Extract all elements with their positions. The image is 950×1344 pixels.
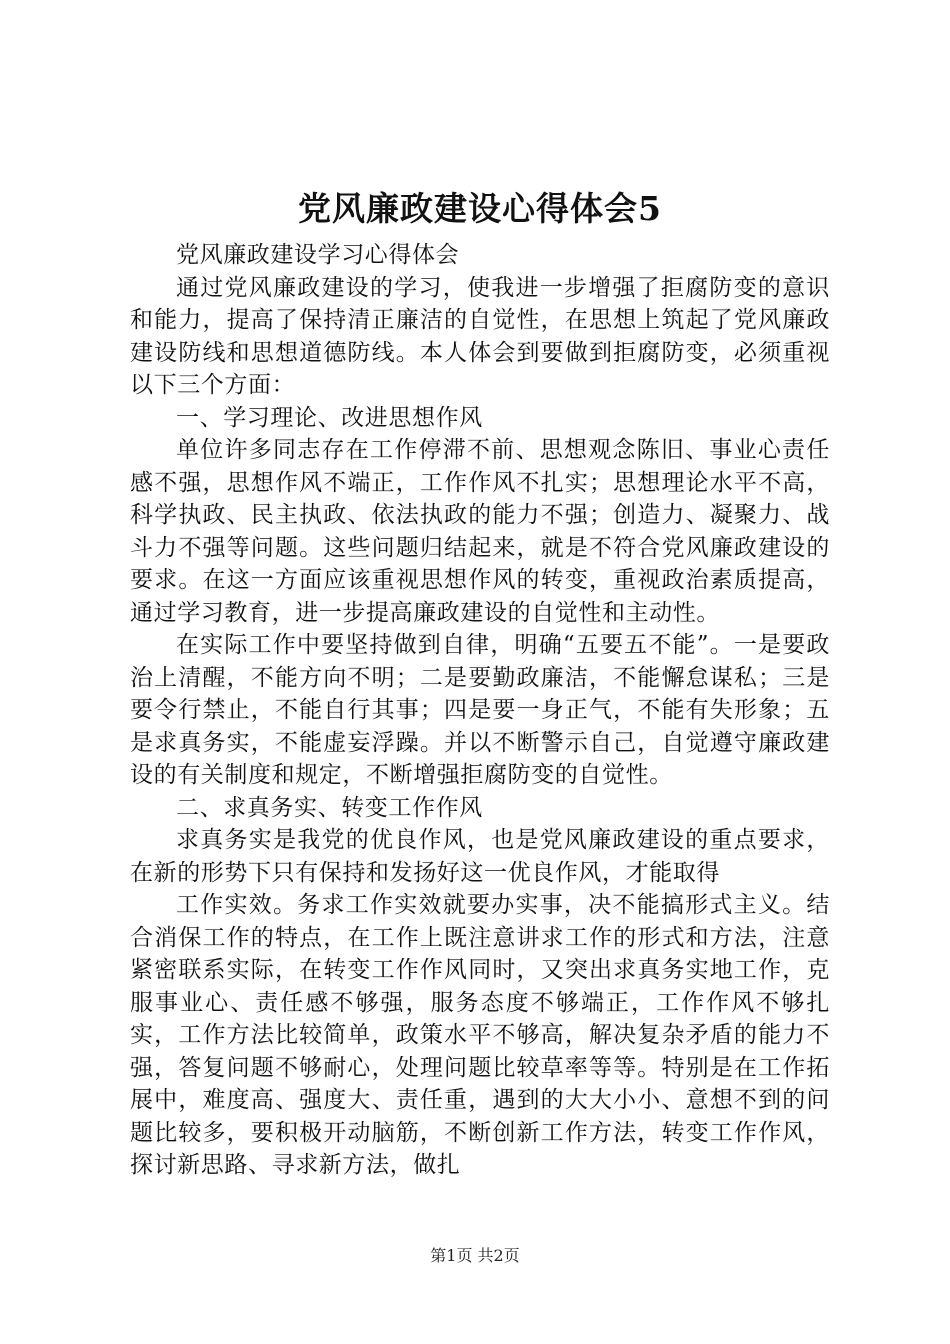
page-footer	[0, 1246, 950, 1266]
section-2-paragraph-2: 工作实效。务求工作实效就要办实事，决不能搞形式主义。结合消保工作的特点，在工作上既注意讲求工作的形式和方法，注意紧密联系实际，在转变工作作风同时，又突出求真务实地工作，克服事业心、责任感不够强，服务态度不够端正，工作作风不够扎实，工作方法比较简单，政策水平不够高，解决复杂矛盾的能力不强，答复问题不够耐心，处理问题比较草率等等。特别是在工作拓展中，难度高、强度大、责任重，遇到的大大小小、意想不到的问题比较多，要积极开动脑筋，不断创新工作方法，转变工作作风，探讨新思路、寻求新方法，做扎	[130, 892, 830, 1178]
document-body	[130, 185, 830, 1182]
section-2-heading: 二、求真务实、转变工作作风	[176, 794, 483, 821]
page-number-label: 第1页 共2页	[430, 1246, 520, 1265]
section-1-paragraph-2: 在实际工作中要坚持做到自律，明确“五要五不能”。一是要政治上清醒，不能方向不明；二是要勤政廉洁，不能懈怠谋私；三是要令行禁止，不能自行其事；四是要一身正气，不能有失形象；五是求真务实，不能虚妄浮躁。并以不断警示自己，自觉遵守廉政建设的有关制度和规定，不断增强拒腐防变的自觉性。	[130, 632, 830, 788]
section-2-paragraph-1: 求真务实是我党的优良作风，也是党风廉政建设的重点要求，在新的形势下只有保持和发扬好这一优良作风，才能取得	[130, 827, 830, 886]
section-1-paragraph-1: 单位许多同志存在工作停滞不前、思想观念陈旧、事业心责任感不强，思想作风不端正，工作作风不扎实；思想理论水平不高，科学执政、民主执政、依法执政的能力不强；创造力、凝聚力、战斗力不强等问题。这些问题归结起来，就是不符合党风廉政建设的要求。在这一方面应该重视思想作风的转变，重视政治素质提高，通过学习教育，进一步提高廉政建设的自觉性和主动性。	[130, 437, 830, 626]
document-subtitle: 党风廉政建设学习心得体会	[176, 242, 460, 268]
document-title: 党风廉政建设心得体会5	[298, 189, 662, 228]
section-1-heading: 一、学习理论、改进思想作风	[176, 404, 483, 431]
intro-paragraph: 通过党风廉政建设的学习，使我进一步增强了拒腐防变的意识和能力，提高了保持清正廉洁的自觉性，在思想上筑起了党风廉政建设防线和思想道德防线。本人体会到要做到拒腐防变，必须重视以下三个方面：	[130, 274, 830, 398]
